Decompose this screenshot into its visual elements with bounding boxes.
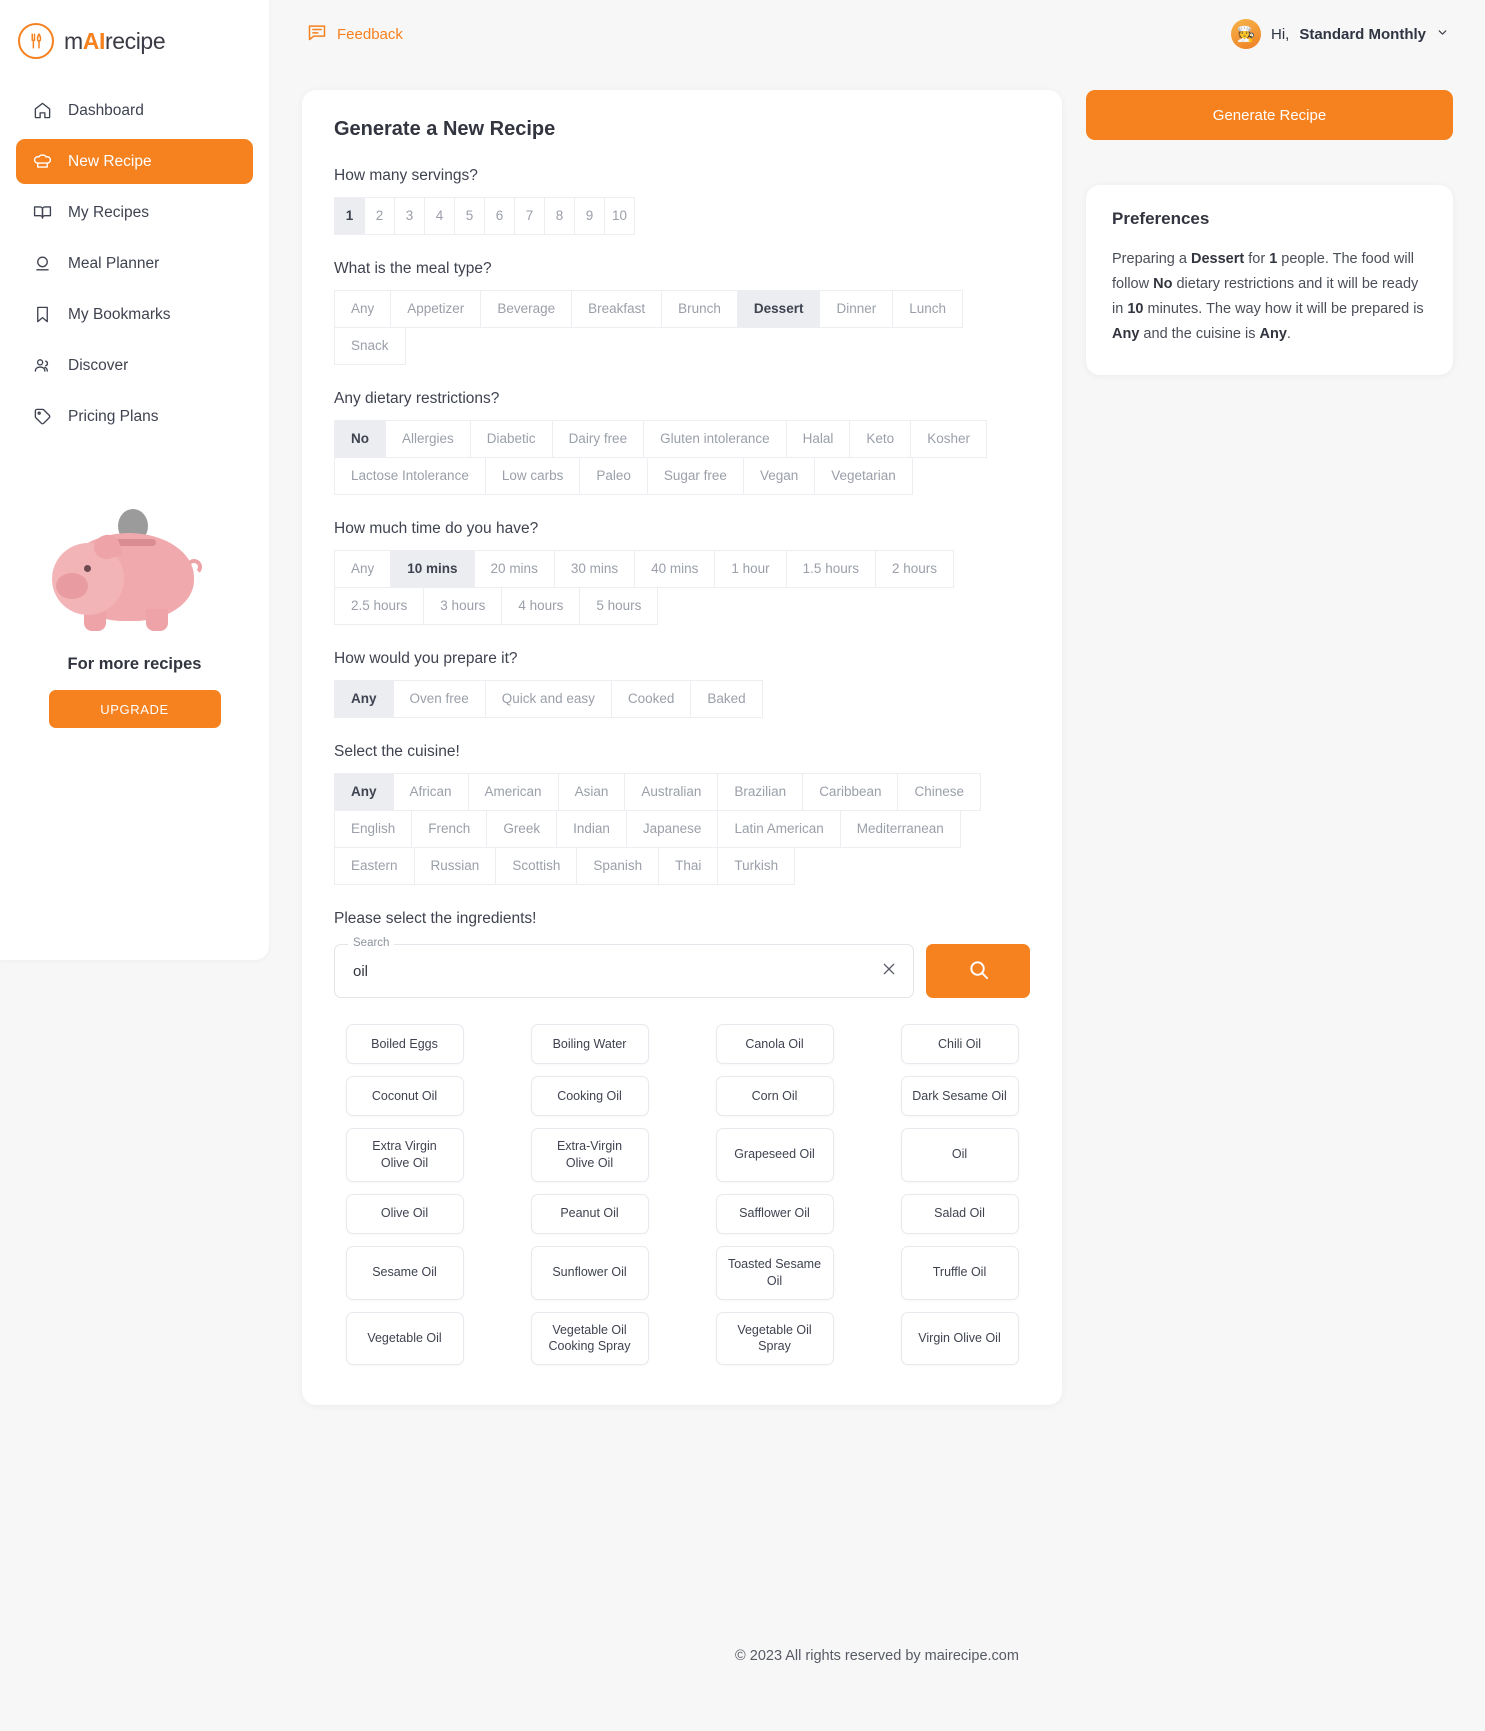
- chef-hat-icon: [32, 152, 52, 172]
- pref-part-3: people. The food will follow: [1112, 251, 1415, 292]
- pref-part-2: for: [1244, 251, 1270, 267]
- search-box[interactable]: [334, 937, 914, 998]
- ingredient-vegetable-oil-cooking-spray[interactable]: Vegetable Oil Cooking Spray: [531, 1312, 649, 1366]
- ingredient-cell: [704, 1194, 845, 1234]
- dietary-option-paleo[interactable]: Paleo: [579, 457, 648, 495]
- cuisine-option-african[interactable]: African: [393, 773, 469, 811]
- meal-type-option-brunch[interactable]: Brunch: [661, 290, 738, 328]
- ingredient-dark-sesame-oil[interactable]: Dark Sesame Oil: [901, 1076, 1019, 1116]
- meal-type-option-beverage[interactable]: Beverage: [480, 290, 572, 328]
- ingredient-cell: [889, 1128, 1030, 1182]
- ingredient-cell: [334, 1076, 475, 1116]
- servings-option-1[interactable]: 1: [334, 197, 365, 235]
- cuisine-option-turkish[interactable]: Turkish: [717, 847, 795, 885]
- servings-option-5[interactable]: 5: [454, 197, 485, 235]
- ingredient-cell: [519, 1312, 660, 1366]
- people-icon: [32, 356, 52, 376]
- cuisine-option-american[interactable]: American: [468, 773, 559, 811]
- sidebar-item-new-recipe[interactable]: [16, 139, 253, 184]
- upgrade-promo: [0, 491, 269, 728]
- ingredient-cell: [704, 1312, 845, 1366]
- prepare-option-cooked[interactable]: Cooked: [611, 680, 692, 718]
- prepare-option-quick-and-easy[interactable]: Quick and easy: [485, 680, 612, 718]
- generate-recipe-card: [302, 90, 1062, 1405]
- meal-type-option-breakfast[interactable]: Breakfast: [571, 290, 662, 328]
- logo-text: [64, 28, 165, 55]
- dietary-chipgroup: [334, 420, 1030, 494]
- avatar: 🧑‍🍳: [1231, 19, 1261, 49]
- servings-option-10[interactable]: 10: [604, 197, 635, 235]
- logo-suffix: recipe: [104, 27, 166, 54]
- cuisine-option-chinese[interactable]: Chinese: [897, 773, 981, 811]
- servings-option-3[interactable]: 3: [394, 197, 425, 235]
- preferences-summary: [1112, 247, 1427, 347]
- ingredient-cell: [519, 1246, 660, 1300]
- ingredient-cell: [889, 1312, 1030, 1366]
- ingredient-vegetable-oil[interactable]: Vegetable Oil: [346, 1312, 464, 1366]
- greeting-label: Hi,: [1270, 25, 1290, 43]
- cuisine-option-greek[interactable]: Greek: [486, 810, 557, 848]
- pref-part-6: and the cuisine is: [1139, 325, 1260, 342]
- chevron-down-icon: [1436, 26, 1449, 43]
- ingredient-cell: [704, 1246, 845, 1300]
- ingredient-cell: [704, 1024, 845, 1064]
- dietary-option-vegetarian[interactable]: Vegetarian: [814, 457, 913, 495]
- time-option-2-5-hours[interactable]: 2.5 hours: [334, 587, 424, 625]
- ingredient-olive-oil[interactable]: Olive Oil: [346, 1194, 464, 1234]
- tag-icon: [32, 407, 52, 427]
- promo-text: For more recipes: [67, 655, 202, 673]
- time-option-5-hours[interactable]: 5 hours: [579, 587, 658, 625]
- cuisine-option-brazilian[interactable]: Brazilian: [717, 773, 803, 811]
- dietary-option-dairy-free[interactable]: Dairy free: [552, 420, 645, 458]
- ingredient-oil[interactable]: Oil: [901, 1128, 1019, 1182]
- prepare-option-oven-free[interactable]: Oven free: [393, 680, 486, 718]
- ingredient-cell: [334, 1128, 475, 1182]
- user-menu[interactable]: [1231, 19, 1449, 49]
- servings-option-4[interactable]: 4: [424, 197, 455, 235]
- feedback-button[interactable]: [307, 22, 403, 46]
- dietary-option-diabetic[interactable]: Diabetic: [470, 420, 553, 458]
- time-option-3-hours[interactable]: 3 hours: [423, 587, 502, 625]
- ingredient-search-row: [334, 937, 1030, 998]
- ingredient-cell: [704, 1076, 845, 1116]
- sidebar-nav: [0, 88, 269, 439]
- cuisine-option-french[interactable]: French: [411, 810, 487, 848]
- meal-type-option-dessert[interactable]: Dessert: [737, 290, 821, 328]
- ingredient-peanut-oil[interactable]: Peanut Oil: [531, 1194, 649, 1234]
- ingredient-cell: [334, 1024, 475, 1064]
- ingredient-cell: [334, 1194, 475, 1234]
- dietary-question: Any dietary restrictions?: [334, 390, 500, 407]
- cuisine-option-mediterranean[interactable]: Mediterranean: [840, 810, 961, 848]
- meal-type-chipgroup: [334, 290, 1030, 364]
- sidebar-item-my-recipes[interactable]: [16, 190, 253, 235]
- ingredient-cell: [704, 1128, 845, 1182]
- dietary-option-no[interactable]: No: [334, 420, 386, 458]
- servings-option-9[interactable]: 9: [574, 197, 605, 235]
- ingredients-question: Please select the ingredients!: [334, 910, 537, 927]
- ingredient-cell: [519, 1024, 660, 1064]
- dietary-option-sugar-free[interactable]: Sugar free: [647, 457, 744, 495]
- meal-type-option-dinner[interactable]: Dinner: [819, 290, 893, 328]
- preferences-title: Preferences: [1112, 209, 1210, 228]
- ingredient-sesame-oil[interactable]: Sesame Oil: [346, 1246, 464, 1300]
- pref-part-4: dietary restrictions and it will be ready in: [1112, 275, 1419, 317]
- ingredient-boiling-water[interactable]: Boiling Water: [531, 1024, 649, 1064]
- home-icon: [32, 101, 52, 121]
- cuisine-option-thai[interactable]: Thai: [658, 847, 718, 885]
- dietary-option-lactose-intolerance[interactable]: Lactose Intolerance: [334, 457, 486, 495]
- ingredient-sunflower-oil[interactable]: Sunflower Oil: [531, 1246, 649, 1300]
- ingredient-cell: [889, 1024, 1030, 1064]
- time-question: How much time do you have?: [334, 520, 539, 537]
- sidebar-item-label: New Recipe: [68, 152, 152, 170]
- cuisine-option-latin-american[interactable]: Latin American: [717, 810, 840, 848]
- cuisine-option-asian[interactable]: Asian: [558, 773, 626, 811]
- ingredient-boiled-eggs[interactable]: Boiled Eggs: [346, 1024, 464, 1064]
- ingredient-canola-oil[interactable]: Canola Oil: [716, 1024, 834, 1064]
- cuisine-option-english[interactable]: English: [334, 810, 412, 848]
- servings-option-7[interactable]: 7: [514, 197, 545, 235]
- cuisine-option-caribbean[interactable]: Caribbean: [802, 773, 898, 811]
- servings-question: How many servings?: [334, 167, 478, 184]
- time-option-40-mins[interactable]: 40 mins: [634, 550, 715, 588]
- cuisine-question: Select the cuisine!: [334, 743, 460, 760]
- ingredient-cell: [889, 1194, 1030, 1234]
- cuisine-option-spanish[interactable]: Spanish: [576, 847, 659, 885]
- dietary-option-kosher[interactable]: Kosher: [910, 420, 987, 458]
- time-option-any[interactable]: Any: [334, 550, 391, 588]
- pref-part-7: .: [1286, 325, 1291, 342]
- chat-icon: [307, 22, 327, 46]
- dietary-option-low-carbs[interactable]: Low carbs: [485, 457, 581, 495]
- servings-option-6[interactable]: 6: [484, 197, 515, 235]
- meal-type-option-appetizer[interactable]: Appetizer: [390, 290, 481, 328]
- servings-chipgroup: [334, 197, 1030, 234]
- prepare-question: How would you prepare it?: [334, 650, 518, 667]
- ingredient-cell: [889, 1076, 1030, 1116]
- time-chipgroup: [334, 550, 1030, 624]
- servings-option-8[interactable]: 8: [544, 197, 575, 235]
- ingredient-cell: [334, 1312, 475, 1366]
- ingredient-chili-oil[interactable]: Chili Oil: [901, 1024, 1019, 1064]
- sidebar-item-my-bookmarks[interactable]: [16, 292, 253, 337]
- pref-diet: No: [1153, 275, 1173, 292]
- meal-type-option-any[interactable]: Any: [334, 290, 391, 328]
- dietary-option-keto[interactable]: Keto: [849, 420, 911, 458]
- dietary-option-halal[interactable]: Halal: [786, 420, 851, 458]
- cuisine-chipgroup: [334, 773, 1030, 884]
- time-option-1-hour[interactable]: 1 hour: [714, 550, 786, 588]
- cuisine-option-indian[interactable]: Indian: [556, 810, 627, 848]
- time-option-30-mins[interactable]: 30 mins: [554, 550, 635, 588]
- upgrade-button[interactable]: UPGRADE: [49, 690, 221, 728]
- pref-part-5: minutes. The way how it will be prepared is: [1143, 300, 1424, 317]
- ingredient-virgin-olive-oil[interactable]: Virgin Olive Oil: [901, 1312, 1019, 1366]
- ingredient-cell: [889, 1246, 1030, 1300]
- sidebar-item-label: Pricing Plans: [68, 407, 159, 425]
- prepare-option-baked[interactable]: Baked: [690, 680, 762, 718]
- ingredient-cell: [334, 1246, 475, 1300]
- logo-prefix: m: [64, 27, 83, 54]
- cuisine-option-any[interactable]: Any: [334, 773, 394, 811]
- logo-icon: [18, 23, 54, 59]
- pref-part-1: Preparing a: [1112, 251, 1191, 267]
- pref-cuisine: Any: [1259, 325, 1287, 342]
- cuisine-option-australian[interactable]: Australian: [624, 773, 718, 811]
- meal-type-option-snack[interactable]: Snack: [334, 327, 406, 365]
- ingredient-grapeseed-oil[interactable]: Grapeseed Oil: [716, 1128, 834, 1182]
- ingredient-cooking-oil[interactable]: Cooking Oil: [531, 1076, 649, 1116]
- servings-option-2[interactable]: 2: [364, 197, 395, 235]
- time-option-20-mins[interactable]: 20 mins: [474, 550, 555, 588]
- search-button[interactable]: [926, 944, 1030, 998]
- pref-servings: 1: [1269, 251, 1278, 267]
- logo[interactable]: [0, 0, 269, 62]
- ingredient-vegetable-oil-spray[interactable]: Vegetable Oil Spray: [716, 1312, 834, 1366]
- page-title: Generate a New Recipe: [334, 118, 556, 140]
- dietary-option-vegan[interactable]: Vegan: [743, 457, 815, 495]
- ingredient-grid: [334, 1024, 1030, 1365]
- meal-type-question: What is the meal type?: [334, 260, 492, 277]
- preferences-card: [1086, 185, 1453, 375]
- ingredient-safflower-oil[interactable]: Safflower Oil: [716, 1194, 834, 1234]
- sidebar-item-label: Discover: [68, 356, 129, 374]
- ingredient-corn-oil[interactable]: Corn Oil: [716, 1076, 834, 1116]
- time-option-1-5-hours[interactable]: 1.5 hours: [786, 550, 876, 588]
- sidebar-item-dashboard[interactable]: [16, 88, 253, 133]
- dietary-option-gluten-intolerance[interactable]: Gluten intolerance: [643, 420, 787, 458]
- cuisine-option-eastern[interactable]: Eastern: [334, 847, 415, 885]
- logo-accent: AI: [82, 27, 105, 54]
- sidebar-item-discover[interactable]: [16, 343, 253, 388]
- sidebar-item-label: Meal Planner: [68, 254, 160, 272]
- sidebar-item-label: Dashboard: [68, 101, 144, 119]
- book-icon: [32, 203, 52, 223]
- search-input[interactable]: [351, 962, 869, 981]
- prepare-chipgroup: [334, 680, 1030, 717]
- feedback-label: Feedback: [337, 25, 403, 43]
- bookmark-icon: [32, 305, 52, 325]
- sidebar-item-label: My Bookmarks: [68, 305, 171, 323]
- ingredient-salad-oil[interactable]: Salad Oil: [901, 1194, 1019, 1234]
- dietary-option-allergies[interactable]: Allergies: [385, 420, 471, 458]
- ingredient-extra-virgin-olive-oil[interactable]: Extra Virgin Olive Oil: [346, 1128, 464, 1182]
- ingredient-cell: [519, 1128, 660, 1182]
- pref-prepare: Any: [1112, 325, 1140, 342]
- search-legend: Search: [348, 937, 394, 949]
- piggy-bank-icon: [50, 491, 220, 641]
- sidebar-item-meal-planner[interactable]: [16, 241, 253, 286]
- prepare-option-any[interactable]: Any: [334, 680, 394, 718]
- ingredient-extra-virgin-olive-oil[interactable]: Extra-Virgin Olive Oil: [531, 1128, 649, 1182]
- ingredient-cell: [519, 1194, 660, 1234]
- generate-recipe-button[interactable]: Generate Recipe: [1086, 90, 1453, 140]
- ingredient-toasted-sesame-oil[interactable]: Toasted Sesame Oil: [716, 1246, 834, 1300]
- ingredient-truffle-oil[interactable]: Truffle Oil: [901, 1246, 1019, 1300]
- planner-icon: [32, 254, 52, 274]
- meal-type-option-lunch[interactable]: Lunch: [892, 290, 963, 328]
- ingredient-cell: [519, 1076, 660, 1116]
- time-option-10-mins[interactable]: 10 mins: [390, 550, 474, 588]
- time-option-4-hours[interactable]: 4 hours: [501, 587, 580, 625]
- sidebar: [0, 0, 269, 960]
- pref-meal: Dessert: [1191, 251, 1245, 267]
- ingredient-coconut-oil[interactable]: Coconut Oil: [346, 1076, 464, 1116]
- cuisine-option-japanese[interactable]: Japanese: [626, 810, 719, 848]
- search-icon: [967, 958, 990, 984]
- topbar: [269, 0, 1485, 68]
- time-option-2-hours[interactable]: 2 hours: [875, 550, 954, 588]
- cuisine-option-scottish[interactable]: Scottish: [495, 847, 577, 885]
- footer-copyright: © 2023 All rights reserved by mairecipe.com: [735, 1648, 1019, 1664]
- pref-time: 10: [1127, 300, 1144, 317]
- user-plan-label: Standard Monthly: [1299, 25, 1426, 43]
- sidebar-item-label: My Recipes: [68, 203, 149, 221]
- sidebar-item-pricing-plans[interactable]: [16, 394, 253, 439]
- close-icon[interactable]: [879, 961, 899, 981]
- cuisine-option-russian[interactable]: Russian: [414, 847, 497, 885]
